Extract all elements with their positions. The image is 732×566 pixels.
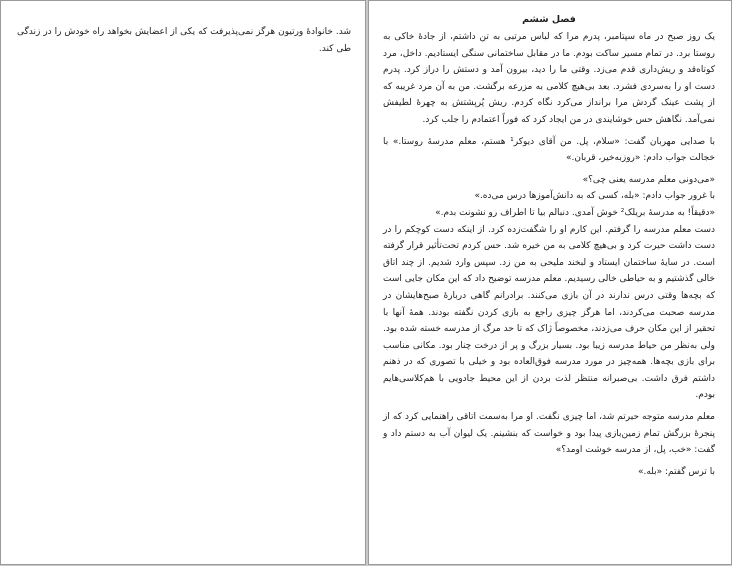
right-page — [368, 0, 732, 565]
paragraph: دست معلم مدرسه را گرفتم. این کارم او را شگفت‌زده کرد. از اینکه دست کوچکم را در دست داشت حیرت کرد و بی‌هیچ کلامی به من خیره شد. حس کردم تحت‌تأثیر قرار گرفته است. در سایهٔ ساختمان ایستاد و لبخند ملیحی به من زد. سپس وارد شدیم. از چند اتاق خالی گذشتیم و به حیاطی خالی رسیدیم. معلم مدرسه توضیح داد که این مکان جایی است که بچه‌ها وقتی درس ندارند در آن بازی می‌کنند. برادرانم گاهی دربارهٔ صبح‌هایشان در مدرسه صحبت می‌کردند، اما هرگز چیزی راجع به بازی کردن نگفته بودند. همهٔ آنها با تحقیر از این مکان حرف می‌زدند، مخصوصاً ژاک که تا حد مرگ از مدرسه خسته شده بود. ولی به‌نظر من حیاط مدرسه زیبا بود. بسیار بزرگ و پر از درخت چنار بود. مکانی مناسب برای بازی بچه‌ها. همه‌چیز در مورد مدرسه فوق‌العاده بود و خیلی با تصوری که در ذهنم داشتم فرق داشت. بی‌صبرانه منتظر لذت بردن از این محیط جادویی با هم‌کلاسی‌هایم بودم. — [383, 224, 715, 401]
paragraph: با صدایی مهربان گفت: «سلام، پل. من آقای دیوکر¹ هستم، معلم مدرسهٔ روستا.» با خجالت جواب دادم: «روزبه‌خیر، قربان.» — [383, 136, 715, 164]
left-page — [0, 0, 366, 565]
chapter-title: فصل ششم — [522, 14, 576, 25]
paragraph: «می‌دونی معلم مدرسه یعنی چی؟» — [582, 174, 715, 185]
paragraph: یک روز صبح در ماه سپتامبر، پدرم مرا که لباس مرتبی به تن داشتم، از جادهٔ خاکی به روستا برد. در تمام مسیر ساکت بودم. ما در مقابل ساختمانی سنگی ایستادیم. داخل، مرد کوتاه‌قد و ریش‌داری قدم می‌زد. وقتی ما را دید، بیرون آمد و دستش را دراز کرد. پدرم دست او را به‌سردی فشرد. بعد بی‌هیچ کلامی به مزرعه برگشت. من به آن مرد غریبه که از پشت عینک گردش مرا برانداز می‌کرد نگاه کردم. ریش پُرپشتش به چهرهٔ لطیفش نمی‌آمد. نگاهش حس خوشایندی در من ایجاد کرد که فوراً اعتمادم را جلب کرد. — [383, 32, 715, 125]
left-page-text — [17, 24, 351, 57]
paragraph: معلم مدرسه متوجه حیرتم شد، اما چیزی نگفت. او مرا به‌سمت اتاقی راهنمایی کرد که از پنجرهٔ بزرگش تمام زمین‌بازی پیدا بود و خواست که بنشینم. یک لیوان آب به دستم داد و گفت: «خب، پل، از مدرسه خوشت اومد؟» — [383, 412, 715, 456]
right-page-text — [383, 11, 715, 480]
paragraph: شد. خانوادهٔ ورتیون هرگز نمی‌پذیرفت که یکی از اعضایش بخواهد راه خودش را در زندگی طی کند. — [17, 27, 351, 54]
paragraph: «دقیقاً! به مدرسهٔ بریلک² خوش آمدی. دنبالم بیا تا اطراف رو نشونت بدم.» — [435, 207, 715, 218]
paragraph: با ترس گفتم: «بله.» — [637, 466, 715, 477]
paragraph: با غرور جواب دادم: «بله، کسی که به دانش‌آموزها درس می‌ده.» — [474, 191, 715, 202]
